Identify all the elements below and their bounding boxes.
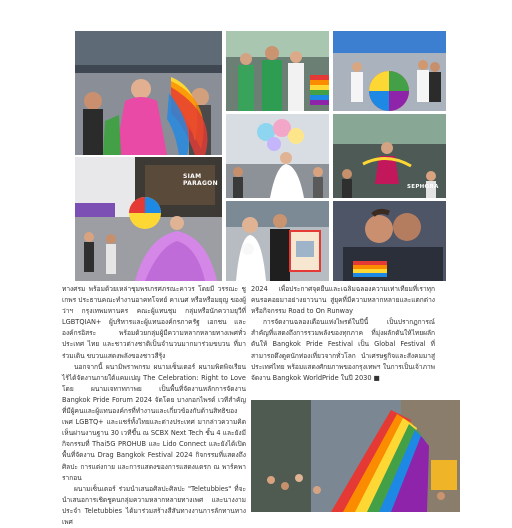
photo-drag-queen-rainbow-fan — [75, 31, 222, 155]
paragraph: 2024 เพื่อประกาศจุดยืนและเฉลิมฉลองความเท่าเทียมที่เราทุกคนรอคอยมาอย่างยาวนาน สู่ยุคที่มีความหลากหลายและแตกต่าง หรือกิจกรรม Road to On Runway — [251, 285, 435, 316]
photo-embrace — [333, 201, 446, 281]
shop-sign: SEPHORA — [407, 184, 439, 190]
paragraph: การจัดงานฉลองเดือนแห่งไพรด์ในปีนี้ เป็นปรากฏการณ์สำคัญที่แสดงถึงการรวมพลังของทุกภาค ที่มุ่งผลักดันให้ไทยผลักดันให้ Bangkok Pride Festival เป็น Global Festival ที่สามารถดึงดูดนักท่องเที่ยวจากทั่วโลก นำเศรษฐกิจและสังคมมาสู่ประเทศไทย พร้อมแสดงศักยภาพของกรุงเทพฯ ในการเป็นเจ้าภาพจัดงาน Bangkok WorldPride ในปี 2030 ■ — [251, 318, 435, 382]
paragraph: ทางศรม พร้อมด้วยเหล่าชุมพรเกรศภรณะคาวร โดยมี วรรณะ ชูเกพร ประธานคณะทำงานอาคทโจทย์ คาเนศ หรือหรือมยุญ ของผู้ว่าฯ กรุงเทพมหานคร คณะผู้แทนชุม กลุ่มหรือนักความยุวีที่ LGBTQIAN+ ผู้บริหารและผู้แทนองค์กรภาครัฐ เอกชน และ องค์กรอิสระ พร้อมด้วยกลุ่มผู้มีความหลากหลายทางเพศทั่วประเทศ ไทย และชาวต่างชาติเป็นจำนวนมากมาร่วมขบวน ที่มาร่วมเดิน ขบวนแสดงพลังของชาวสีรุ้ง — [62, 285, 246, 360]
photo-group-green-shirts — [226, 31, 329, 111]
photo-balloons-white-dress — [226, 114, 329, 198]
paragraph: นอกจากนี้ ผนามิพราพกรม ผนามเซ็นเตอร์ ผนามพิตพิจเรียนไร้ได้จัดงานภายใต้แคมเปญ The Celebration: Right to Love โดย ผนามเจทาทกาพย เป็นพื้นที่จัดงานหลักการจัดงาน Bangkok Pride Forum 2024 จัดโดย บางกอกไพรด์ เวทีสำคัญที่มีผู้คนและผู้แทนองค์กรที่ทำงานและเกี่ยวข้องกับด้านสิทธิของเพศ LGBTQ+ และแชร์ทั้งไทยและต่างประเทศ มากล่าวความคิดเห็นผ่านงานฐาน 30 เวทีขึ้น ณ SCBX Next Tech ชั้น 4 และยังมีกิจกรรมที่ Thai5G PROHUB และ Lido Connect และยังได้เปิดพื้นที่จัดงาน Drag Bangkok Festival 2024 กิจกรรมที่แสดงถึงศิลปะ การแต่งกาย และการแสดงของการแสดงแดรก ณ พาร์คพารากอน — [62, 362, 246, 482]
photo-pink-dress-parade — [75, 157, 222, 281]
paragon-sign: SIAM PARAGON — [183, 173, 218, 187]
paragraph: ผนามเซ็นเตอร์ ร่วมนำเสนอศิลปะศิลปะ "Teletubbies" ที่จะนำเสนอการเชิดชูคนกลุ่มความหลากหลายทางเพศ และนางงามประจำ Teletubbies ได้มาร่วมสร้างสีสันทางงานการลักทานทางเพศ — [62, 484, 246, 526]
photo-performer-street — [333, 114, 446, 198]
photo-rainbow-ball-stage — [333, 31, 446, 111]
photo-couple-certificate — [226, 201, 329, 281]
photo-giant-rainbow-flag-crowd — [251, 400, 460, 512]
article-left-column — [62, 284, 246, 526]
article-right-column — [251, 284, 435, 396]
